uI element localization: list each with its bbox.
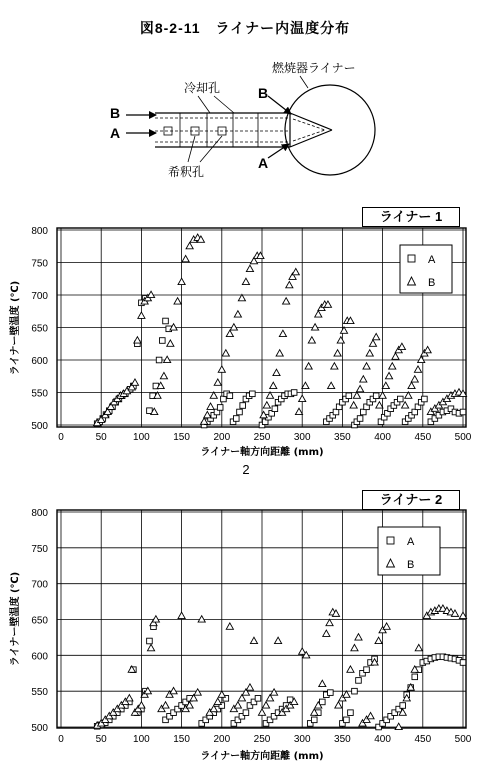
cooling-holes-leader <box>214 96 234 113</box>
series-a-point <box>147 638 153 644</box>
series-b-point <box>392 353 399 359</box>
series-a-point <box>272 406 278 412</box>
series-b-point <box>174 298 181 304</box>
series-a-point <box>160 338 166 344</box>
x-tick-label: 450 <box>414 734 432 745</box>
series-b-point <box>207 403 214 409</box>
series-b-point <box>418 356 425 362</box>
series-b-point <box>334 350 341 356</box>
series-b-point <box>405 392 412 398</box>
series-b-point <box>186 242 193 248</box>
x-tick-label: 50 <box>95 734 107 745</box>
series-a-point <box>344 717 350 723</box>
arrow-a-right-label: A <box>258 155 269 171</box>
series-a-point <box>250 391 256 397</box>
chart-2-legend <box>378 527 440 575</box>
y-tick-label: 700 <box>31 291 48 302</box>
x-tick-label: 400 <box>374 734 391 745</box>
series-a-point <box>352 688 358 694</box>
chart-1 <box>0 200 490 462</box>
dilution-holes-leader <box>200 136 222 162</box>
series-a-point <box>328 690 334 696</box>
series-b-point <box>311 324 318 330</box>
series-a-point <box>311 717 317 723</box>
series-b-point <box>214 698 221 704</box>
series-b-point <box>383 623 390 629</box>
series-b-point <box>246 684 253 690</box>
chart-2 <box>0 485 490 769</box>
dilution-holes-leader <box>188 136 195 162</box>
series-a-point <box>233 416 239 422</box>
series-b-point <box>131 379 138 385</box>
series-b-point <box>274 637 281 643</box>
series-a-point <box>373 393 379 399</box>
y-tick-label: 650 <box>31 323 48 335</box>
series-b-point <box>331 363 338 369</box>
y-tick-label: 700 <box>31 579 48 591</box>
x-tick-label: 100 <box>133 734 150 745</box>
series-b-point <box>376 402 383 408</box>
series-b-point <box>292 268 299 274</box>
series-b-point <box>373 333 380 339</box>
y-tick-label: 800 <box>31 508 48 519</box>
x-tick-label: 250 <box>253 734 271 745</box>
liner-diagram <box>0 50 490 185</box>
series-b-point <box>194 689 201 695</box>
series-b-point <box>414 366 421 372</box>
series-b-point <box>340 327 347 333</box>
series-b-point <box>402 402 409 408</box>
cooling-holes-label: 冷却孔 <box>184 81 221 95</box>
x-tick-label: 100 <box>133 432 150 443</box>
series-b-point <box>210 392 217 398</box>
series-b-point <box>222 350 229 356</box>
chart-2-title: ライナー 2 <box>362 490 460 510</box>
series-b-point <box>258 709 265 715</box>
series-b-point <box>351 644 358 650</box>
series-a-point <box>422 396 428 402</box>
series-a-point <box>156 357 162 363</box>
legend-box <box>400 245 452 293</box>
combustor-liner-label: 燃焼器ライナー <box>272 61 356 75</box>
series-b-point <box>164 356 171 362</box>
series-a-point <box>237 409 243 415</box>
series-b-point <box>308 337 315 343</box>
series-a-point <box>397 396 403 402</box>
series-b-point <box>315 311 322 317</box>
legend-label-a: A <box>407 536 415 548</box>
y-tick-label: 550 <box>31 388 48 400</box>
series-a-point <box>240 403 246 409</box>
series-b-point <box>266 392 273 398</box>
legend-square-icon <box>408 255 415 262</box>
y-axis-label: ライナー壁温度 (℃) <box>10 280 21 376</box>
liner-tube <box>155 113 290 147</box>
series-b-point <box>178 612 185 618</box>
dilution-holes-label: 希釈孔 <box>168 165 205 179</box>
series-a-point <box>357 416 363 422</box>
series-b-point <box>218 366 225 372</box>
series-a-point <box>400 703 406 709</box>
series-b-point <box>363 363 370 369</box>
x-tick-label: 450 <box>414 432 432 443</box>
series-b-point <box>170 687 177 693</box>
x-tick-label: 350 <box>334 432 351 443</box>
x-tick-label: 350 <box>334 734 351 745</box>
figure-title: 図8-2-11 ライナー内温度分布 <box>139 20 351 36</box>
series-a-point <box>348 710 354 716</box>
series-a-point <box>291 390 297 396</box>
series-b-point <box>323 630 330 636</box>
series-b-point <box>408 382 415 388</box>
series-b-point <box>234 702 241 708</box>
arrow-a-right-icon <box>268 144 289 158</box>
arrow-b-right-label: B <box>258 85 269 101</box>
series-b-point <box>263 402 270 408</box>
x-tick-label: 250 <box>253 432 271 443</box>
series-b-point <box>162 702 169 708</box>
series-b-point <box>270 382 277 388</box>
cone-upper-edge <box>290 113 332 130</box>
series-b-point <box>395 723 402 729</box>
x-tick-label: 300 <box>293 432 311 443</box>
series-b-point <box>273 369 280 375</box>
series-a-point <box>227 393 233 399</box>
y-tick-label: 750 <box>31 258 48 270</box>
legend-label-a: A <box>428 254 436 266</box>
arrow-a-left-label: A <box>110 125 121 141</box>
series-b-point <box>350 402 357 408</box>
series-b-point <box>214 379 221 385</box>
arrow-b-right-icon <box>268 96 291 114</box>
x-tick-label: 50 <box>95 432 107 443</box>
series-b-point <box>204 411 211 417</box>
y-tick-label: 800 <box>31 226 48 237</box>
x-tick-label: 150 <box>173 432 190 443</box>
series-b-point <box>226 330 233 336</box>
y-tick-label: 600 <box>31 356 48 367</box>
x-tick-label: 300 <box>293 734 311 745</box>
series-b-point <box>299 395 306 401</box>
series-b-point <box>276 350 283 356</box>
series-a-point <box>255 696 261 702</box>
series-b-point <box>379 392 386 398</box>
series-b-point <box>326 619 333 625</box>
y-tick-label: 500 <box>31 421 48 432</box>
series-b-point <box>218 691 225 697</box>
series-b-point <box>160 372 167 378</box>
x-tick-label: 500 <box>454 432 472 443</box>
series-a-point <box>243 710 249 716</box>
series-b-point <box>328 382 335 388</box>
series-b-point <box>234 311 241 317</box>
series-b-point <box>375 637 382 643</box>
x-axis-label: ライナー軸方向距離 (mm) <box>200 447 324 458</box>
series-b-point <box>226 623 233 629</box>
x-tick-label: 0 <box>58 432 64 443</box>
combustor-liner-circle <box>285 85 375 175</box>
y-tick-label: 650 <box>31 615 48 627</box>
series-b-point <box>167 340 174 346</box>
chart-1-title: ライナー 1 <box>362 207 460 227</box>
series-a-point <box>163 318 169 324</box>
series-b-point <box>147 291 154 297</box>
chart-2-points <box>94 605 467 730</box>
series-b-point <box>138 312 145 318</box>
series-b-point <box>411 376 418 382</box>
series-b-point <box>262 702 269 708</box>
series-b-point <box>138 702 145 708</box>
series-b-point <box>134 337 141 343</box>
series-b-point <box>147 644 154 650</box>
series-b-point <box>385 372 392 378</box>
series-b-point <box>283 298 290 304</box>
series-b-point <box>382 382 389 388</box>
x-tick-label: 200 <box>213 734 231 745</box>
series-b-point <box>424 346 431 352</box>
series-b-point <box>279 330 286 336</box>
y-tick-label: 750 <box>31 543 48 555</box>
cooling-holes-leader <box>198 96 210 113</box>
series-b-point <box>270 689 277 695</box>
series-b-point <box>398 343 405 349</box>
series-b-point <box>389 363 396 369</box>
x-tick-label: 500 <box>454 734 472 745</box>
x-tick-label: 150 <box>173 734 190 745</box>
series-b-point <box>246 265 253 271</box>
legend-label-b: B <box>407 559 415 571</box>
series-b-point <box>353 392 360 398</box>
series-a-point <box>217 405 223 411</box>
series-b-point <box>182 255 189 261</box>
series-b-point <box>178 278 185 284</box>
series-a-point <box>320 699 326 705</box>
series-b-point <box>250 637 257 643</box>
series-b-point <box>356 385 363 391</box>
x-axis-label: ライナー軸方向距離 (mm) <box>200 751 324 762</box>
series-b-point <box>286 281 293 287</box>
legend-label-b: B <box>428 277 436 289</box>
y-tick-label: 500 <box>31 723 48 734</box>
series-b-point <box>319 680 326 686</box>
series-b-point <box>369 340 376 346</box>
series-a-point <box>412 674 418 680</box>
combustor-liner-leader <box>300 76 308 88</box>
series-b-point <box>337 337 344 343</box>
series-b-point <box>347 666 354 672</box>
series-b-point <box>230 324 237 330</box>
series-b-point <box>242 278 249 284</box>
liner-cone <box>290 113 332 147</box>
page-number: 2 <box>242 462 250 477</box>
series-a-point <box>364 667 370 673</box>
series-b-point <box>360 376 367 382</box>
series-b-point <box>198 616 205 622</box>
series-b-point <box>343 691 350 697</box>
series-b-point <box>415 644 422 650</box>
series-b-point <box>238 294 245 300</box>
y-tick-label: 550 <box>31 687 48 699</box>
chart-1-legend <box>400 245 452 293</box>
y-tick-label: 600 <box>31 651 48 663</box>
x-tick-label: 400 <box>374 432 391 443</box>
series-a-point <box>356 678 362 684</box>
series-b-point <box>305 363 312 369</box>
cone-lower-edge <box>290 130 332 147</box>
series-b-point <box>355 634 362 640</box>
series-b-point <box>367 712 374 718</box>
x-tick-label: 200 <box>213 432 231 443</box>
series-a-point <box>346 393 352 399</box>
y-axis-label: ライナー壁温度 (℃) <box>10 571 21 667</box>
series-b-point <box>335 702 342 708</box>
x-tick-label: 0 <box>58 734 64 745</box>
arrow-b-left-label: B <box>110 105 121 121</box>
series-a-point <box>460 660 466 666</box>
series-b-point <box>366 350 373 356</box>
series-b-point <box>302 382 309 388</box>
legend-square-icon <box>387 537 394 544</box>
series-a-point <box>460 409 466 415</box>
series-b-point <box>126 695 133 701</box>
series-b-point <box>295 408 302 414</box>
